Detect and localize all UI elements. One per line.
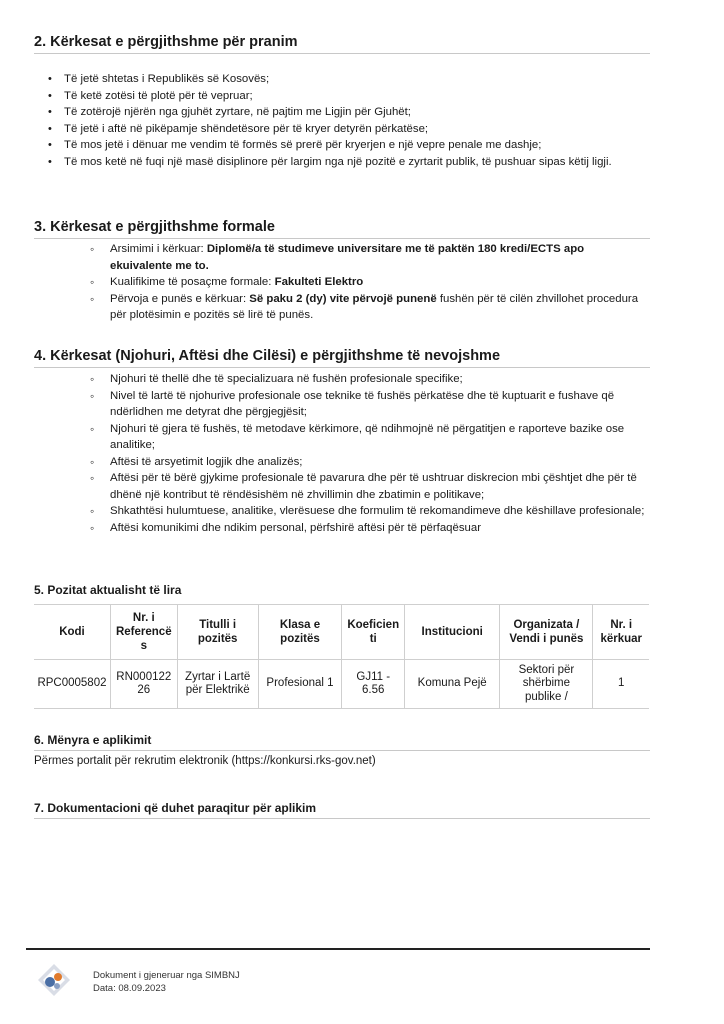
section-3-title: 3. Kërkesat e përgjithshme formale (34, 219, 650, 239)
header-code: Kodi (34, 605, 110, 660)
cell-title: Zyrtar i Lartë për Elektrikë (177, 660, 258, 709)
header-reference: Nr. i Referencë s (110, 605, 177, 660)
header-coefficient: Koeficien ti (342, 605, 405, 660)
header-institution: Institucioni (405, 605, 500, 660)
list-item: • Të jetë i aftë në pikëpamje shëndetësore për të kryer detyrën përkatëse; (34, 121, 654, 138)
experience-rest: fushën për të cilën zhvillohet procedura për plotësimin e pozitës së lirë të punës. (110, 292, 639, 321)
qualification-value: Fakulteti Elektro (274, 276, 364, 288)
section-4-title: 4. Kërkesat (Njohuri, Aftësi dhe Cilësi) e përgjithshme të nevojshme (34, 348, 650, 368)
header-number: Nr. i kërkuar (593, 605, 649, 660)
list-item: • Të mos jetë i dënuar me vendim të formës së prerë për kryerjen e një vepre penale me dashje; (34, 137, 654, 154)
section-2-title: 2. Kërkesat e përgjithshme për pranim (34, 34, 650, 54)
list-item (88, 291, 648, 324)
section-7-title: 7. Dokumentacioni që duhet paraqitur për aplikim (34, 801, 650, 819)
list-item: • Të ketë zotësi të plotë për të vepruar; (34, 88, 654, 105)
application-method-text: Përmes portalit për rekrutim elektronik (https://konkursi.rks-gov.net) (34, 755, 376, 767)
list-item: ◦ Aftësi komunikimi dhe ndikim personal, përfshirë aftësi për të përfaqësuar (88, 520, 648, 537)
cell-number: 1 (593, 660, 649, 709)
list-item: • Të mos ketë në fuqi një masë disiplinore për largim nga një pozitë e zyrtarit publik, të pushuar sipas këtij ligji. (34, 154, 654, 171)
cell-class: Profesional 1 (258, 660, 342, 709)
experience-value: Së paku 2 (dy) vite përvojë punenë (249, 292, 437, 305)
simbnj-logo-icon (36, 962, 72, 1003)
list-item: ◦ Aftësi për të bërë gjykime profesionale të pavarura dhe për të ushtruar diskrecion mbi çështjet dhe për të dhënë një kontribut të rëndësishëm në zhvillimin dhe zbatimin e politikave; (88, 470, 648, 503)
list-item (88, 274, 648, 291)
section-4-list (88, 371, 648, 536)
education-value: Diplomë/a të studimeve universitare me të paktën 180 kredi/ECTS apo ekuivalente me to. (110, 243, 585, 272)
header-title: Titulli i pozitës (177, 605, 258, 660)
header-class: Klasa e pozitës (258, 605, 342, 660)
experience-label: Përvoja e punës e kërkuar: (110, 292, 250, 305)
section-3-list (88, 241, 648, 324)
footer-divider (26, 948, 650, 950)
header-organization: Organizata / Vendi i punës (500, 605, 593, 660)
list-item (88, 241, 648, 274)
cell-code: RPC0005802 (34, 660, 110, 709)
list-item: ◦ Aftësi të arsyetimit logjik dhe analizës; (88, 454, 648, 471)
list-item: ◦ Nivel të lartë të njohurive profesionale ose teknike të fushës përkatëse dhe të kuptuarit e fushave që ndërlidhen me detyrat dhe përgjegjësit; (88, 388, 648, 421)
education-label: Arsimimi i kërkuar: (110, 243, 207, 255)
table-row (34, 660, 649, 709)
qualification-label: Kualifikime të posaçme formale: (110, 276, 275, 288)
list-item: • Të zotërojë njërën nga gjuhët zyrtare, në pajtim me Ligjin për Gjuhët; (34, 104, 654, 121)
cell-institution: Komuna Pejë (405, 660, 500, 709)
positions-table (34, 604, 649, 709)
cell-reference: RN000122 26 (110, 660, 177, 709)
cell-coefficient: GJ11 - 6.56 (342, 660, 405, 709)
list-item: ◦ Shkathtësi hulumtuese, analitike, vlerësuese dhe formulim të rekomandimeve dhe këshillave profesionale; (88, 503, 648, 520)
list-item: ◦ Njohuri të thellë dhe të specializuara në fushën profesionale specifike; (88, 371, 648, 388)
section-5-title: 5. Pozitat aktualisht të lira (34, 583, 182, 597)
list-item: • Të jetë shtetas i Republikës së Kosovës; (34, 71, 654, 88)
list-item: ◦ Njohuri të gjera të fushës, të metodave kërkimore, që ndihmojnë në përgatitjen e raporteve bazike ose analitike; (88, 421, 648, 454)
cell-organization: Sektori për shërbime publike / (500, 660, 593, 709)
footer-text (93, 970, 240, 995)
table-header-row (34, 605, 649, 660)
section-6-title: 6. Mënyra e aplikimit (34, 733, 650, 751)
footer-generated-by: Dokument i gjeneruar nga SIMBNJ (93, 970, 240, 981)
section-2-list (34, 71, 654, 170)
footer-date: Data: 08.09.2023 (93, 982, 166, 994)
